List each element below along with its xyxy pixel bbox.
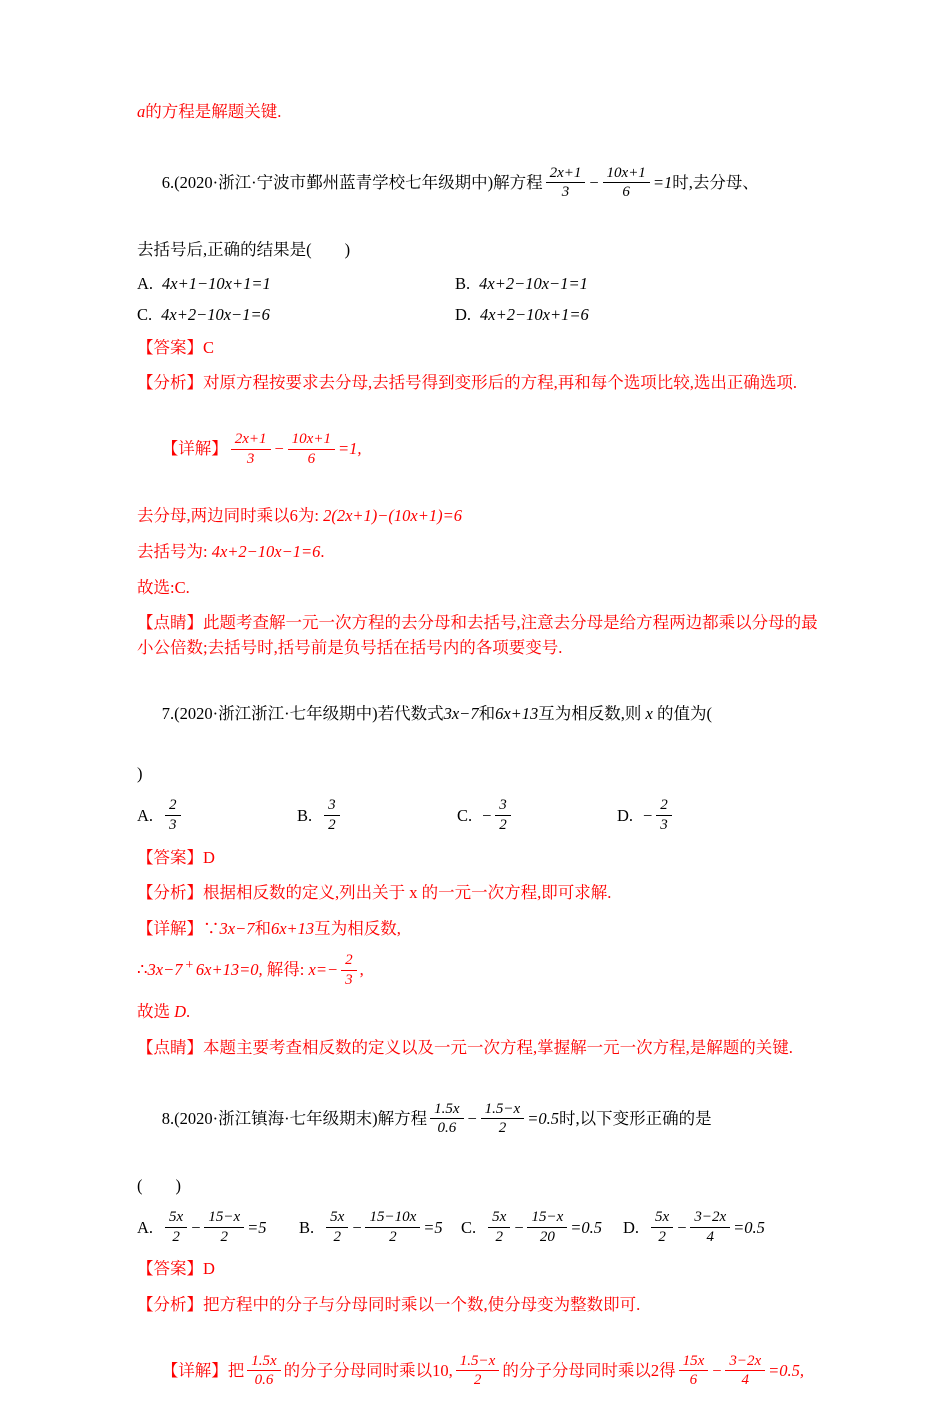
minus-operator: − xyxy=(273,438,285,458)
q7-option-a xyxy=(137,798,297,835)
analysis-text: 把方程中的分子与分母同时乘以一个数,使分母变为整数即可. xyxy=(203,1295,641,1315)
analysis-tag: 【分析】 xyxy=(137,1295,203,1315)
option-label: D. xyxy=(617,806,634,826)
math-expression: 6x+13 xyxy=(495,703,539,723)
fraction-numerator: 10x+1 xyxy=(288,431,335,450)
fraction xyxy=(527,1209,567,1246)
fraction-denominator: 4 xyxy=(706,1228,714,1245)
q7-analysis xyxy=(137,881,820,906)
therefore-symbol: ∴ xyxy=(137,959,148,979)
analysis-tag: 【分析】 xyxy=(137,373,203,393)
minus-operator: − xyxy=(466,1108,478,1128)
q6-option-c xyxy=(137,305,455,325)
q8-stem xyxy=(137,1077,820,1163)
fraction xyxy=(690,1209,730,1246)
q8-options-row xyxy=(137,1210,820,1247)
detail-text: 互为相反数, xyxy=(314,919,401,939)
note-tag: 【点睛】 xyxy=(137,1038,203,1058)
fraction xyxy=(204,1209,244,1246)
math-expression: 3x−7 xyxy=(443,703,479,723)
q7-note xyxy=(137,1036,820,1061)
q7-stem-text: 的值为( xyxy=(652,703,712,723)
math-var: x xyxy=(645,703,653,723)
q6-option-a xyxy=(137,274,455,294)
equation-rhs: =0.5 xyxy=(527,1108,559,1128)
fraction-numerator: 3−2x xyxy=(725,1353,765,1372)
q8-stem-text: 时,以下变形正确的是 xyxy=(558,1108,712,1128)
fraction-denominator: 6 xyxy=(689,1372,698,1389)
fraction xyxy=(165,1209,187,1246)
detail-text: , xyxy=(359,959,364,979)
answer-tag: 【答案】 xyxy=(137,847,203,867)
answer-tag: 【答案】 xyxy=(137,337,203,357)
fraction xyxy=(165,797,181,834)
fraction-numerator: 15−x xyxy=(204,1209,244,1228)
fraction-numerator: 2 xyxy=(341,952,357,971)
plus-operator: + xyxy=(184,957,194,973)
fraction-denominator: 3 xyxy=(345,971,353,988)
q6-option-d xyxy=(455,305,773,325)
note-tag: 【点睛】 xyxy=(137,613,203,633)
equation-rhs: =1 xyxy=(652,172,673,192)
q6-options-row-cd xyxy=(137,305,820,325)
equation-rhs: =0.5, xyxy=(768,1360,805,1380)
q8-option-a xyxy=(137,1210,295,1247)
fraction xyxy=(365,1209,420,1246)
fraction-numerator: 5x xyxy=(651,1209,673,1228)
q7-option-c xyxy=(457,798,617,835)
fraction-denominator: 3 xyxy=(246,450,255,467)
fraction xyxy=(324,797,340,834)
option-label: B. xyxy=(455,273,471,293)
conclusion-text: . xyxy=(186,1002,191,1022)
detail-tag: 【详解】 xyxy=(137,919,203,939)
q6-stem-text: 6.(2020·浙江·宁波市鄞州蓝青学校七年级期中)解方程 xyxy=(161,172,543,192)
fraction-numerator: 1.5x xyxy=(430,1101,463,1120)
q7-stem-line2: ) xyxy=(137,764,143,784)
answer-tag: 【答案】 xyxy=(137,1259,203,1279)
analysis-text: 对原方程按要求去分母,去括号得到变形后的方程,再和每个选项比较,选出正确选项. xyxy=(203,373,797,393)
q7-stem-text: 互为相反数,则 xyxy=(538,703,646,723)
option-label: A. xyxy=(137,806,154,826)
q7-detail-line2 xyxy=(137,953,820,990)
option-label: C. xyxy=(457,806,473,826)
q7-stem-text: 和 xyxy=(478,703,496,723)
fraction xyxy=(603,165,650,202)
detail-text: 和 xyxy=(254,919,271,939)
step-text: 去括号为: xyxy=(137,541,212,561)
q8-stem-text: 8.(2020·浙江镇海·七年级期末)解方程 xyxy=(161,1108,428,1128)
fraction-numerator: 1.5−x xyxy=(481,1101,525,1120)
fraction xyxy=(481,1101,525,1138)
fraction xyxy=(288,431,335,468)
fraction-denominator: 3 xyxy=(561,184,570,201)
fraction xyxy=(456,1353,500,1390)
fraction-numerator: 3−2x xyxy=(690,1209,730,1228)
because-symbol: ∵ xyxy=(203,919,220,939)
fraction-denominator: 2 xyxy=(172,1228,180,1245)
fraction xyxy=(725,1353,765,1390)
minus-operator: − xyxy=(190,1218,202,1238)
q8-option-d xyxy=(623,1210,781,1247)
fraction-numerator: 1.5−x xyxy=(456,1353,500,1372)
fraction xyxy=(679,1353,709,1390)
option-label: B. xyxy=(299,1218,315,1238)
fraction-denominator: 2 xyxy=(389,1228,397,1245)
option-formula: 4x+2−10x+1=6 xyxy=(480,304,589,324)
q6-note xyxy=(137,611,820,661)
q7-detail-line1 xyxy=(137,917,820,942)
note-text: 此题考查解一元一次方程的去分母和去括号,注意去分母是给方程两边都乘以分母的最小公倍数;去括号时,括号前是负号括在括号内的各项要变号. xyxy=(137,613,818,658)
analysis-text: 根据相反数的定义,列出关于 x 的一元一次方程,即可求解. xyxy=(203,883,612,903)
fraction-numerator: 15x xyxy=(679,1353,709,1372)
fraction-numerator: 3 xyxy=(495,797,511,816)
answer-value: D xyxy=(203,847,215,867)
fraction-denominator: 0.6 xyxy=(437,1120,457,1137)
equation-rhs: =0.5 xyxy=(570,1218,602,1238)
detail-text: 的分子分母同时乘以2得 xyxy=(502,1360,676,1380)
question-7 xyxy=(137,677,820,1061)
fraction-numerator: 5x xyxy=(326,1209,348,1228)
math-var: a xyxy=(137,102,146,121)
detail-text: 把 xyxy=(227,1360,245,1380)
continuation-text: 的方程是解题关键. xyxy=(145,102,282,121)
fraction xyxy=(430,1101,463,1138)
fraction-numerator: 2 xyxy=(165,797,181,816)
option-sign: − xyxy=(481,806,493,826)
math-expression: 6x+13 xyxy=(270,919,315,939)
q8-detail xyxy=(137,1329,820,1415)
fraction xyxy=(341,952,357,989)
option-formula: 4x+2−10x−1=1 xyxy=(479,273,588,293)
option-formula: 4x+1−10x+1=1 xyxy=(162,273,271,293)
fraction-numerator: 2x+1 xyxy=(546,165,586,184)
question-6 xyxy=(137,141,820,661)
fraction-numerator: 15−x xyxy=(527,1209,567,1228)
analysis-tag: 【分析】 xyxy=(137,883,203,903)
q6-stem-text: 时,去分母、 xyxy=(672,172,759,192)
fraction-numerator: 5x xyxy=(165,1209,187,1228)
q7-options-row xyxy=(137,798,820,835)
math-expression: 6x+13 xyxy=(195,959,240,979)
fraction xyxy=(656,797,672,834)
minus-operator: − xyxy=(513,1218,525,1238)
equation-rhs: =5 xyxy=(247,1218,267,1238)
q8-stem-line2: ( ) xyxy=(137,1175,181,1195)
fraction-numerator: 1.5x xyxy=(247,1353,280,1372)
minus-operator: − xyxy=(351,1218,363,1238)
fraction-denominator: 2 xyxy=(473,1372,482,1389)
math-expression: 3x−7 xyxy=(147,959,183,979)
fraction-denominator: 2 xyxy=(495,1228,503,1245)
minus-operator: − xyxy=(711,1360,723,1380)
previous-answer-continuation xyxy=(137,100,820,125)
option-label: D. xyxy=(623,1218,640,1238)
q7-answer xyxy=(137,846,820,871)
minus-operator: − xyxy=(676,1218,688,1238)
fraction-numerator: 5x xyxy=(488,1209,510,1228)
q7-conclusion xyxy=(137,1000,820,1025)
answer-value: C xyxy=(203,337,215,357)
option-label: C. xyxy=(461,1218,477,1238)
q6-analysis xyxy=(137,371,820,396)
step-formula: 4x+2−10x−1=6 xyxy=(211,541,321,561)
q7-option-b xyxy=(297,798,457,835)
fraction-denominator: 4 xyxy=(741,1372,750,1389)
conclusion-text: 故选 xyxy=(137,1002,175,1022)
fraction-denominator: 20 xyxy=(539,1228,555,1245)
fraction-numerator: 2x+1 xyxy=(231,431,271,450)
q6-conclusion: 故选:C. xyxy=(137,577,190,597)
fraction xyxy=(651,1209,673,1246)
fraction-denominator: 6 xyxy=(622,184,630,201)
fraction-denominator: 6 xyxy=(307,450,316,467)
step-text: 去分母,两边同时乘以6为: xyxy=(137,506,324,526)
fraction xyxy=(488,1209,510,1246)
fraction-numerator: 2 xyxy=(656,797,672,816)
q8-option-c xyxy=(461,1210,619,1247)
math-expression: x=− xyxy=(308,959,339,979)
q6-detail-step1 xyxy=(137,504,820,529)
step-formula: 2(2x+1)−(10x+1)=6 xyxy=(323,506,463,526)
option-label: B. xyxy=(297,806,313,826)
detail-tag: 【详解】 xyxy=(161,1360,228,1380)
answer-letter: D xyxy=(174,1002,187,1022)
fraction-denominator: 3 xyxy=(169,816,177,833)
q6-detail-equation xyxy=(137,407,820,493)
option-sign: − xyxy=(642,806,654,826)
detail-text: 解得: xyxy=(262,959,309,979)
option-label: C. xyxy=(137,304,153,324)
q6-stem xyxy=(137,141,820,227)
q7-stem xyxy=(137,677,820,751)
answer-value: D xyxy=(203,1259,215,1279)
equation-rhs: =5 xyxy=(423,1218,443,1238)
option-label: A. xyxy=(137,273,154,293)
step-text: . xyxy=(320,541,325,561)
fraction xyxy=(326,1209,348,1246)
option-label: D. xyxy=(455,304,472,324)
math-expression: 3x−7 xyxy=(219,919,255,939)
detail-text: 的分子分母同时乘以10, xyxy=(283,1360,453,1380)
fraction-denominator: 2 xyxy=(499,816,507,833)
fraction-denominator: 2 xyxy=(333,1228,341,1245)
q6-answer xyxy=(137,336,820,361)
fraction xyxy=(495,797,511,834)
fraction-denominator: 3 xyxy=(660,816,668,833)
fraction-denominator: 2 xyxy=(220,1228,228,1245)
detail-tag: 【详解】 xyxy=(161,438,228,458)
minus-operator: − xyxy=(588,172,600,192)
q8-answer xyxy=(137,1257,820,1282)
fraction xyxy=(546,165,586,202)
option-label: A. xyxy=(137,1218,154,1238)
fraction-numerator: 3 xyxy=(324,797,340,816)
option-formula: 4x+2−10x−1=6 xyxy=(161,304,270,324)
fraction xyxy=(247,1353,280,1390)
q7-option-d xyxy=(617,798,777,835)
note-text: 本题主要考查相反数的定义以及一元一次方程,掌握解一元一次方程,是解题的关键. xyxy=(203,1038,793,1058)
fraction-numerator: 10x+1 xyxy=(603,165,650,184)
q8-option-b xyxy=(299,1210,457,1247)
equation-rhs: =1, xyxy=(337,438,362,458)
q7-stem-text: 7.(2020·浙江浙江·七年级期中)若代数式 xyxy=(161,703,444,723)
q6-detail-step2 xyxy=(137,540,820,565)
fraction-denominator: 2 xyxy=(498,1120,507,1137)
fraction-denominator: 2 xyxy=(658,1228,666,1245)
fraction-numerator: 15−10x xyxy=(365,1209,420,1228)
q6-option-b xyxy=(455,274,773,294)
q6-stem-line2: 去括号后,正确的结果是( ) xyxy=(137,239,351,259)
q8-analysis xyxy=(137,1293,820,1318)
fraction-denominator: 0.6 xyxy=(254,1372,274,1389)
fraction-denominator: 2 xyxy=(328,816,336,833)
question-8 xyxy=(137,1077,820,1415)
equation-rhs: =0, xyxy=(239,959,263,979)
fraction xyxy=(231,431,271,468)
q6-options-row-ab xyxy=(137,274,820,294)
equation-rhs: =0.5 xyxy=(733,1218,765,1238)
